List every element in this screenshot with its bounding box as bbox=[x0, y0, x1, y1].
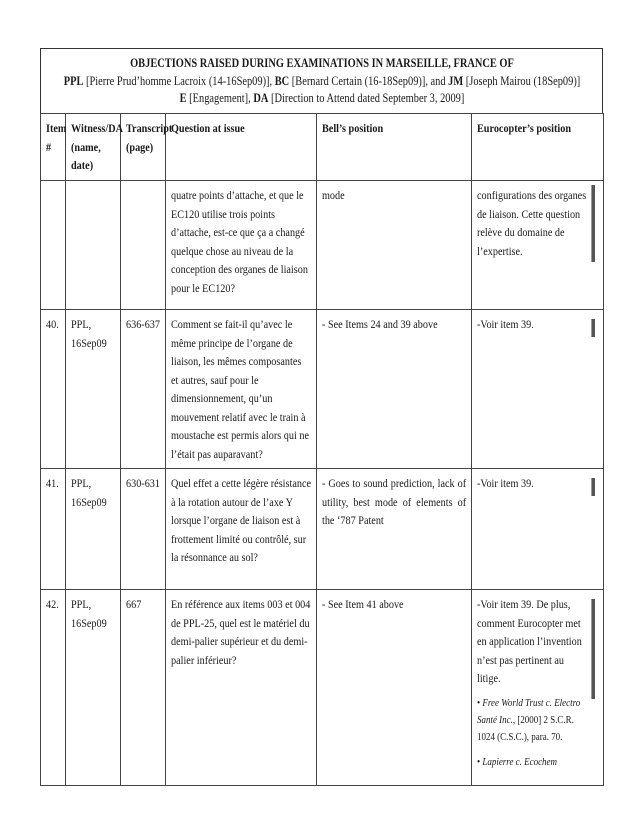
column-header-bell-position: Bell’s position bbox=[317, 114, 472, 181]
objections-table bbox=[40, 113, 604, 786]
question-cell: Comment se fait-il qu’avec le même principe de l’organe de liaison, les mêmes composantes et autres, sauf pour le dimensionnement, qu’un mouvement relatif avec le train à moustache est permis alors qui ne l’était pas auparavant? bbox=[166, 310, 317, 469]
title-line-1: OBJECTIONS RAISED DURING EXAMINATIONS IN MARSEILLE, FRANCE OF bbox=[129, 56, 514, 70]
document-title bbox=[63, 55, 580, 108]
witness-cell bbox=[66, 181, 121, 310]
revision-bar bbox=[591, 478, 595, 496]
item-cell: 40. bbox=[41, 310, 66, 469]
witness-cell: PPL, 16Sep09 bbox=[66, 310, 121, 469]
bell-position-cell: mode bbox=[317, 181, 472, 310]
revision-bar bbox=[591, 319, 595, 337]
table-row bbox=[41, 590, 604, 786]
question-cell: En référence aux items 003 et 004 de PPL-25, quel est le matériel du demi-palier supérieur et du demi-palier inférieur? bbox=[166, 590, 317, 786]
revision-bar bbox=[591, 185, 595, 262]
transcript-cell bbox=[121, 181, 166, 310]
citation-list bbox=[477, 695, 589, 771]
document-page bbox=[40, 48, 603, 786]
revision-bar bbox=[591, 599, 595, 699]
question-cell: quatre points d’attache, et que le EC120 utilise trois points d’attache, est-ce que ça a changé quelque chose au niveau de la conception des organes de liaison pour le EC120? bbox=[166, 181, 317, 310]
bell-position-cell: - Goes to sound prediction, lack of utility, best mode of elements of the ‘787 Patent bbox=[317, 469, 472, 590]
transcript-cell: 667 bbox=[121, 590, 166, 786]
item-cell: 42. bbox=[41, 590, 66, 786]
eurocopter-position-cell: -Voir item 39. bbox=[472, 310, 604, 469]
column-header-question: Question at issue bbox=[166, 114, 317, 181]
eurocopter-position-cell: -Voir item 39. bbox=[472, 469, 604, 590]
title-line-3: E [Engagement], DA [Direction to Attend dated September 3, 2009] bbox=[179, 91, 464, 105]
citation-item: • Free World Trust c. Electro Santé Inc., [2000] 2 S.C.R. 1024 (C.S.C.), para. 70. bbox=[477, 697, 581, 743]
witness-cell: PPL, 16Sep09 bbox=[66, 590, 121, 786]
bell-position-cell: - See Item 41 above bbox=[317, 590, 472, 786]
eurocopter-position-cell: -Voir item 39. De plus, comment Eurocopter met en application l’invention n’est pas pertinent au litige. • Free World Trust c. Electro Santé Inc., [2000] 2 S.C.R. 1024 (C.S.C.), para. 70. • Lapierre c. Ecochem bbox=[472, 590, 604, 786]
column-header-transcript: Transcript (page) bbox=[121, 114, 166, 181]
title-line-2: PPL [Pierre Prud’homme Lacroix (14-16Sep09)], BC [Bernard Certain (16-18Sep09)], and JM [Joseph Mairou (18Sep09)] bbox=[63, 73, 580, 88]
column-header-item: Item # bbox=[41, 114, 66, 181]
document-header bbox=[40, 48, 603, 113]
witness-cell: PPL, 16Sep09 bbox=[66, 469, 121, 590]
question-cell: Quel effet a cette légère résistance à la rotation autour de l’axe Y lorsque l’organe de liaison est à frottement limité ou contrôlé, sur la résonnance au sol? bbox=[166, 469, 317, 590]
citation-item: • Lapierre c. Ecochem bbox=[477, 756, 557, 768]
eurocopter-position-cell: configurations des organes de liaison. Cette question relève du domaine de l’expertise. bbox=[472, 181, 604, 310]
table-row bbox=[41, 181, 604, 310]
transcript-cell: 636-637 bbox=[121, 310, 166, 469]
table-header-row bbox=[41, 114, 604, 181]
table-row bbox=[41, 310, 604, 469]
column-header-witness: Witness/DA (name, date) bbox=[66, 114, 121, 181]
item-cell bbox=[41, 181, 66, 310]
item-cell: 41. bbox=[41, 469, 66, 590]
bell-position-cell: - See Items 24 and 39 above bbox=[317, 310, 472, 469]
column-header-eurocopter-position: Eurocopter’s position bbox=[472, 114, 604, 181]
table-row bbox=[41, 469, 604, 590]
transcript-cell: 630-631 bbox=[121, 469, 166, 590]
